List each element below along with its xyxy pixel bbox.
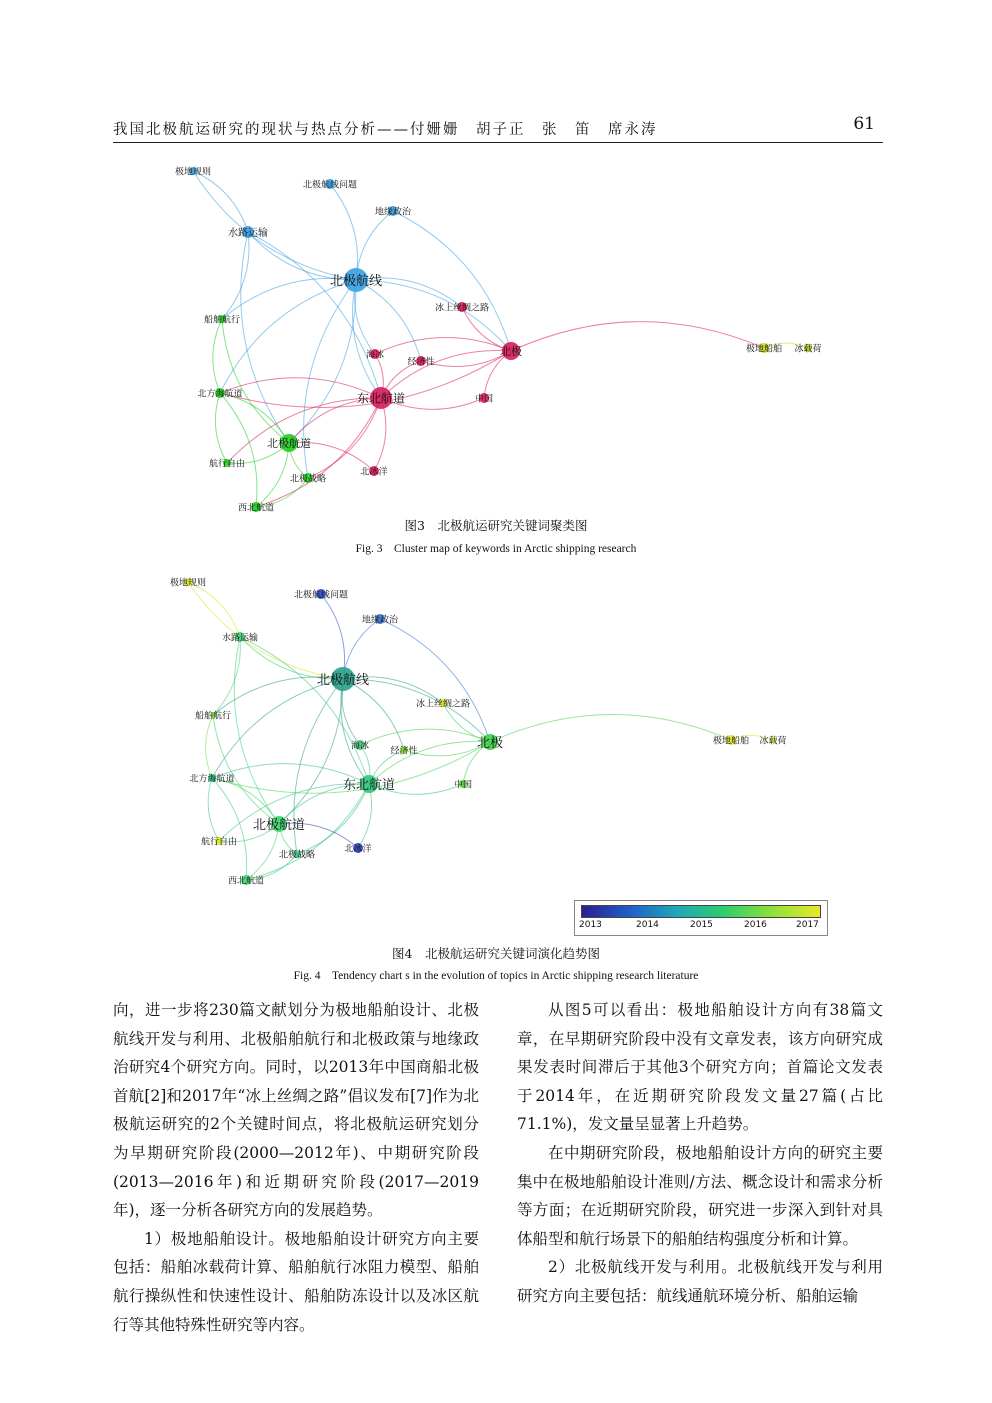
colorbar-tick: 2016 [744,920,767,930]
keyword-label: 北极航道 [252,817,306,833]
keyword-label: 东北航道 [356,391,406,406]
keyword-label: 西北航道 [227,876,265,887]
keyword-label: 东北航道 [342,777,396,793]
keyword-label: 船舶航行 [203,315,241,326]
link-edge [213,715,279,824]
body-left-column [113,996,479,1339]
link-edge [206,715,213,778]
link-edge [341,679,369,784]
link-edge [212,679,343,778]
paragraph: 向，进一步将230篇文献划分为极地船舶设计、北极航线开发与利用、北极船舶航行和北极政策与地缘政治研究4个研究方向。同时，以2013年中国商船北极首航[2]和2017年“冰上丝绸之路”倡议发布[7]作为北极航运研究的2个关键时间点，将北极航运研究划分为早期研究阶段(2000—2012年)、中期研究阶段(2013—2016年)和近期研究阶段(2017—2019年)，逐一分析各研究方向的发展趋势。 [113,1001,479,1220]
colorbar [574,900,828,936]
keyword-label: 地缘政治 [361,615,399,626]
keyword-label: 地缘政治 [374,207,412,218]
running-title: 我国北极航运研究的现状与热点分析——付姗姗 胡子正 张 笛 席永涛 [113,122,658,138]
keyword-label: 中国 [474,394,494,405]
edge-layer [188,582,773,880]
keyword-label: 冰载荷 [759,736,787,747]
body-right-column [517,996,883,1311]
keyword-label: 北冰洋 [344,844,372,855]
keyword-label: 航行自由 [200,837,238,848]
link-edge [213,637,240,715]
keyword-label: 北极 [476,735,504,751]
keyword-label: 经济性 [407,357,435,368]
keyword-label: 北极航道 [267,437,311,451]
keyword-label: 极地船舶 [745,344,783,355]
keyword-label: 极地船舶 [712,736,750,747]
keyword-label: 北极航线问题 [302,180,358,191]
keyword-label: 北冰洋 [360,467,388,478]
keyword-label: 海冰 [350,741,370,752]
keyword-label: 北极战略 [289,474,327,485]
keyword-label: 北方海航道 [189,774,235,785]
keyword-label: 冰上丝绸之路 [434,303,490,314]
keyword-label: 北极 [500,345,522,359]
keyword-label: 中国 [453,780,473,791]
keyword-label: 北极航线 [329,273,383,289]
keyword-label: 北方海航道 [197,389,243,400]
keyword-label: 冰上丝绸之路 [415,699,471,710]
colorbar-tick: 2013 [579,920,602,930]
link-edge [321,594,345,679]
link-edge [208,778,219,841]
paragraph: 2）北极航线开发与利用。北极航线开发与利用研究方向主要包括：航线通航环境分析、船舶运输 [517,1258,883,1305]
keyword-label: 北极战略 [278,850,316,861]
link-edge [188,582,240,637]
keyword-label: 北极航线 [316,672,370,688]
link-edge [212,778,247,880]
keyword-label: 冰载荷 [794,344,822,355]
link-edge [490,714,731,742]
colorbar-tick: 2015 [690,920,713,930]
link-edge [234,637,279,824]
link-edge [240,637,369,784]
paragraph: 从图5可以看出：极地船舶设计方向有38篇文章，在早期研究阶段中没有文章发表，该方向研究成果发表时间滞后于其他3个研究方向；首篇论文发表于2014年，在近期研究阶段发文量27篇(占比71.1%)，发文量呈显著上升趋势。 [517,1001,883,1134]
paragraph: 在中期研究阶段，极地船舶设计方向的研究主要集中在极地船舶设计准则/方法、概念设计和需求分析等方面；在近期研究阶段，研究进一步深入到针对具体船型和航行场景下的船舶结构强度分析和计算。 [517,1143,883,1248]
keyword-label: 水路运输 [221,633,259,644]
keyword-label: 极地规则 [174,167,212,178]
colorbar-gradient [581,905,821,918]
keyword-label: 航行自由 [208,459,246,470]
figure4-caption-en: Fig. 4 Tendency chart s in the evolution of topics in Arctic shipping research literature [293,970,699,982]
keyword-label: 西北航道 [237,503,275,514]
keyword-label: 水路运输 [228,227,268,239]
keyword-label: 船舶航行 [194,711,232,722]
link-edge [360,729,490,745]
figure4-caption-cn: 图4 北极航运研究关键词演化趋势图 [392,946,600,961]
keyword-label: 海冰 [365,350,385,361]
page-number: 61 [853,114,875,134]
link-edge [279,679,343,824]
colorbar-tick: 2014 [636,920,659,930]
paragraph: 1）极地船舶设计。极地船舶设计研究方向主要包括：船舶冰载荷计算、船舶航行冰阻力模型、船舶航行操纵性和快速性设计、船舶防冻设计以及冰区航行等其他特殊性研究等内容。 [113,1229,479,1334]
figure3-caption-en: Fig. 3 Cluster map of keywords in Arctic shipping research [355,543,637,555]
figure3-caption-cn: 图3 北极航运研究关键词聚类图 [404,518,588,533]
keyword-label: 极地规则 [169,578,207,589]
keyword-label: 北极航线问题 [293,590,349,601]
colorbar-tick: 2017 [796,920,819,930]
keyword-label: 经济性 [390,746,418,757]
